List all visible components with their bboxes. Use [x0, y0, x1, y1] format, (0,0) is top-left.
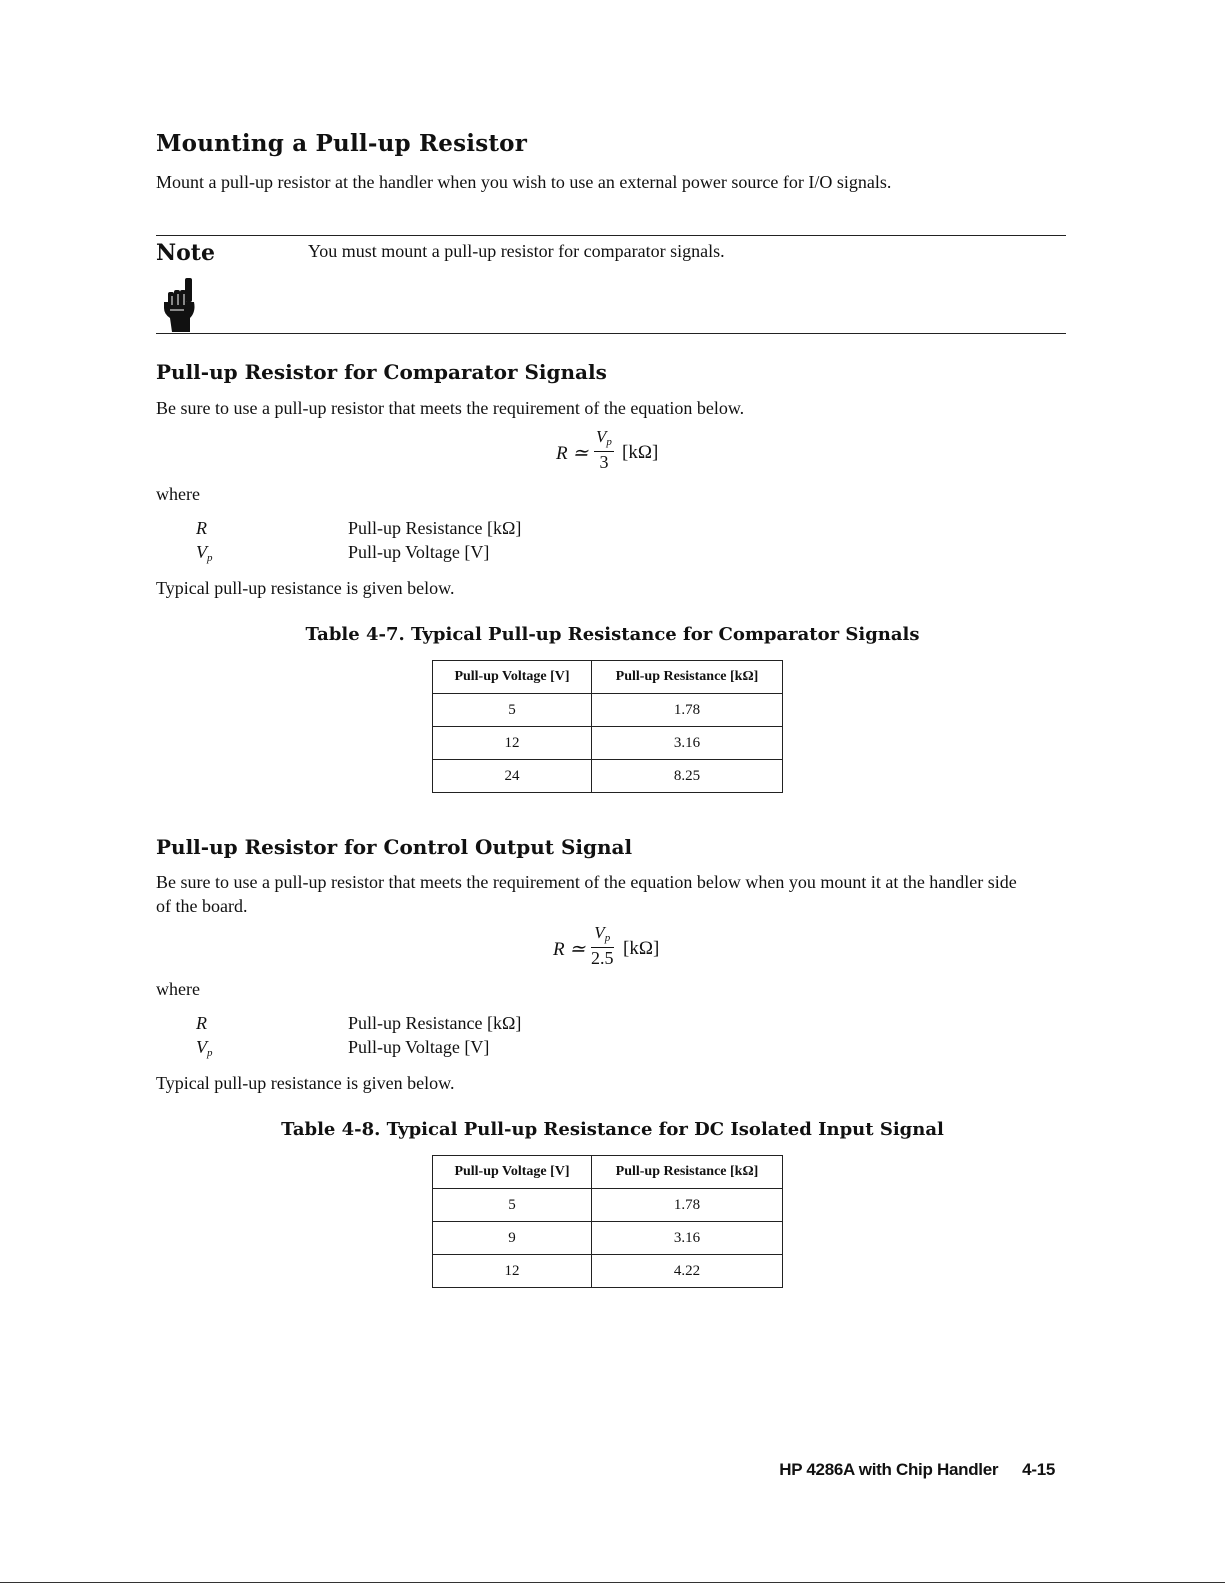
typical-note: Typical pull-up resistance is given below.: [156, 1073, 455, 1093]
resistance-cell: 8.25: [592, 760, 783, 793]
where-label: where: [156, 979, 200, 999]
table-row: [433, 1222, 783, 1255]
page-number: 4-15: [1022, 1460, 1055, 1479]
table-row: [433, 1255, 783, 1288]
definition-symbol: $V_p$: [196, 1037, 213, 1059]
column-header: Pull-up Voltage [V]: [433, 1156, 592, 1189]
table-header-row: [433, 1156, 783, 1189]
note-bottom-rule: [156, 333, 1066, 334]
column-header: Pull-up Resistance [kΩ]: [592, 661, 783, 694]
equation-denominator: 2.5: [591, 948, 614, 968]
comparator-heading: Pull-up Resistor for Comparator Signals: [156, 360, 607, 384]
voltage-cell: 24: [433, 760, 592, 793]
intro-paragraph: Mount a pull-up resistor at the handler when you wish to use an external power source for I/O signals.: [156, 172, 892, 192]
table-caption: Table 4-7. Typical Pull-up Resistance for Comparator Signals: [305, 624, 920, 645]
column-header: Pull-up Voltage [V]: [433, 661, 592, 694]
definition-text: Pull-up Voltage [V]: [348, 1037, 490, 1057]
equation-lhs: R ≃: [556, 443, 589, 464]
definition-text: Pull-up Resistance [kΩ]: [348, 518, 522, 538]
control-equation: [553, 924, 673, 976]
note-text: You must mount a pull-up resistor for comparator signals.: [308, 241, 725, 261]
equation-unit: [kΩ]: [623, 938, 660, 959]
definition-text: Pull-up Voltage [V]: [348, 542, 490, 562]
equation-lhs: R ≃: [553, 939, 586, 960]
table-row: [433, 727, 783, 760]
comparator-equation: [556, 428, 676, 480]
pointing-hand-icon: [160, 278, 200, 332]
resistance-cell: 1.78: [592, 1189, 783, 1222]
footer-title: HP 4286A with Chip Handler: [779, 1460, 999, 1479]
definition-symbol: R: [196, 1013, 207, 1033]
equation-fraction: [591, 924, 614, 968]
voltage-cell: 9: [433, 1222, 592, 1255]
typical-note: Typical pull-up resistance is given below.: [156, 578, 455, 598]
page-footer: [779, 1460, 1055, 1480]
where-label: where: [156, 484, 200, 504]
definition-text: Pull-up Resistance [kΩ]: [348, 1013, 522, 1033]
control-paragraph: Be sure to use a pull-up resistor that meets the requirement of the equation below when you mount it at the handler side of the board.: [156, 872, 1017, 916]
note-label: Note: [156, 240, 215, 266]
resistance-cell: 3.16: [592, 1222, 783, 1255]
comparator-resistance-table: [432, 660, 783, 793]
note-top-rule: [156, 235, 1066, 236]
page-bottom-rule: [0, 1582, 1225, 1583]
resistance-cell: 4.22: [592, 1255, 783, 1288]
definition-symbol: $V_p$: [196, 542, 213, 564]
equation-fraction: [594, 428, 614, 472]
table-row: [433, 1189, 783, 1222]
equation-unit: [kΩ]: [622, 442, 659, 463]
voltage-cell: 5: [433, 694, 592, 727]
table-caption: Table 4-8. Typical Pull-up Resistance for DC Isolated Input Signal: [281, 1119, 944, 1140]
voltage-cell: 12: [433, 727, 592, 760]
resistance-cell: 3.16: [592, 727, 783, 760]
definition-symbol: R: [196, 518, 207, 538]
equation-numerator: $V_p$: [594, 428, 614, 452]
control-heading: Pull-up Resistor for Control Output Signal: [156, 835, 633, 859]
voltage-cell: 12: [433, 1255, 592, 1288]
section-title: Mounting a Pull-up Resistor: [156, 130, 528, 157]
column-header: Pull-up Resistance [kΩ]: [592, 1156, 783, 1189]
equation-numerator: $V_p$: [591, 924, 614, 948]
control-resistance-table: [432, 1155, 783, 1288]
voltage-cell: 5: [433, 1189, 592, 1222]
resistance-cell: 1.78: [592, 694, 783, 727]
table-row: [433, 760, 783, 793]
equation-denominator: 3: [599, 452, 609, 472]
table-header-row: [433, 661, 783, 694]
table-row: [433, 694, 783, 727]
comparator-paragraph: Be sure to use a pull-up resistor that meets the requirement of the equation below.: [156, 398, 745, 418]
